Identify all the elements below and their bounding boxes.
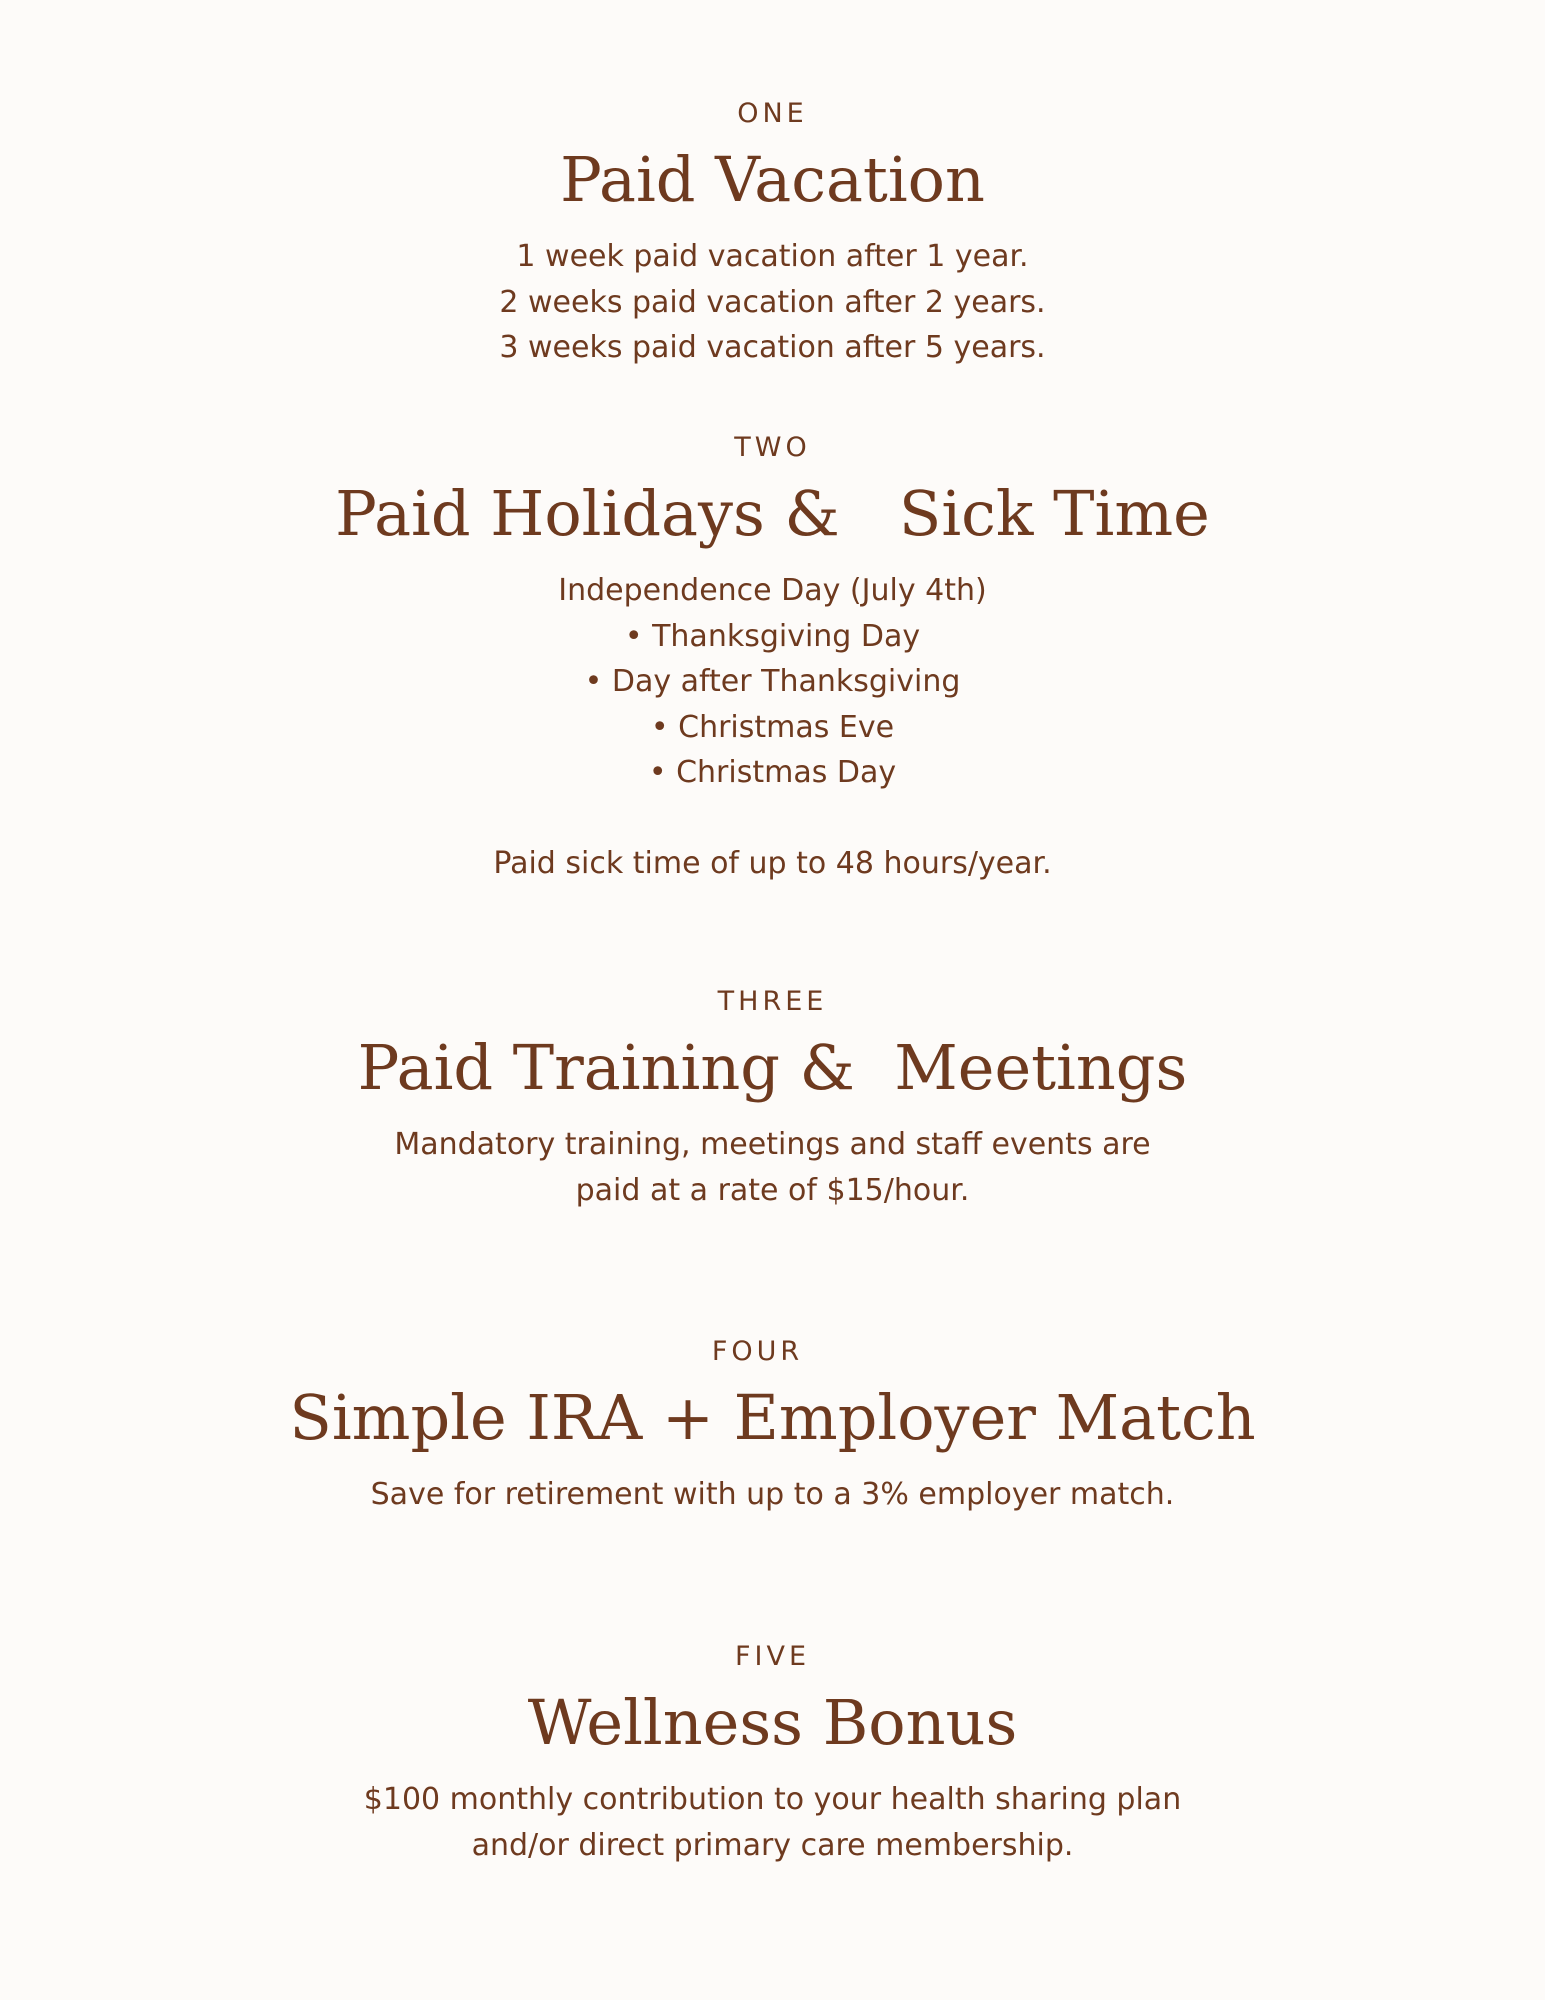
section-title: Wellness Bonus bbox=[527, 1686, 1018, 1759]
body-line: Save for retirement with up to a 3% employer match. bbox=[370, 1477, 1175, 1512]
section-label: FOUR bbox=[711, 1336, 804, 1367]
body-line: 2 weeks paid vacation after 2 years. bbox=[499, 284, 1046, 320]
section-label: TWO bbox=[734, 432, 811, 463]
section-three bbox=[0, 986, 1545, 1213]
body-line: Mandatory training, meetings and staff events are bbox=[394, 1127, 1151, 1162]
section-title: Paid Holidays & Sick Time bbox=[335, 477, 1210, 550]
list-item: • Thanksgiving Day bbox=[624, 618, 921, 654]
section-two bbox=[0, 432, 1545, 886]
list-item: • Christmas Day bbox=[648, 755, 897, 790]
body-line: and/or direct primary care membership. bbox=[471, 1827, 1074, 1863]
section-title: Paid Training & Meetings bbox=[357, 1031, 1188, 1104]
section-four bbox=[0, 1336, 1545, 1518]
body-line: 3 weeks paid vacation after 5 years. bbox=[499, 330, 1046, 365]
list-item: • Christmas Eve bbox=[650, 709, 895, 745]
body-line: paid at a rate of $15/hour. bbox=[575, 1172, 970, 1208]
body-line: Independence Day (July 4th) bbox=[558, 573, 987, 608]
section-five bbox=[0, 1641, 1545, 1868]
body-line: Paid sick time of up to 48 hours/year. bbox=[493, 845, 1052, 881]
section-one bbox=[0, 98, 1545, 371]
section-label: FIVE bbox=[734, 1641, 811, 1672]
body-line: $100 monthly contribution to your health sharing plan bbox=[363, 1782, 1182, 1817]
list-item: • Day after Thanksgiving bbox=[584, 664, 961, 699]
body-line: 1 week paid vacation after 1 year. bbox=[516, 239, 1029, 274]
section-label: ONE bbox=[737, 98, 808, 129]
section-title: Simple IRA + Employer Match bbox=[289, 1381, 1256, 1454]
section-title: Paid Vacation bbox=[560, 143, 985, 216]
section-label: THREE bbox=[717, 986, 828, 1017]
